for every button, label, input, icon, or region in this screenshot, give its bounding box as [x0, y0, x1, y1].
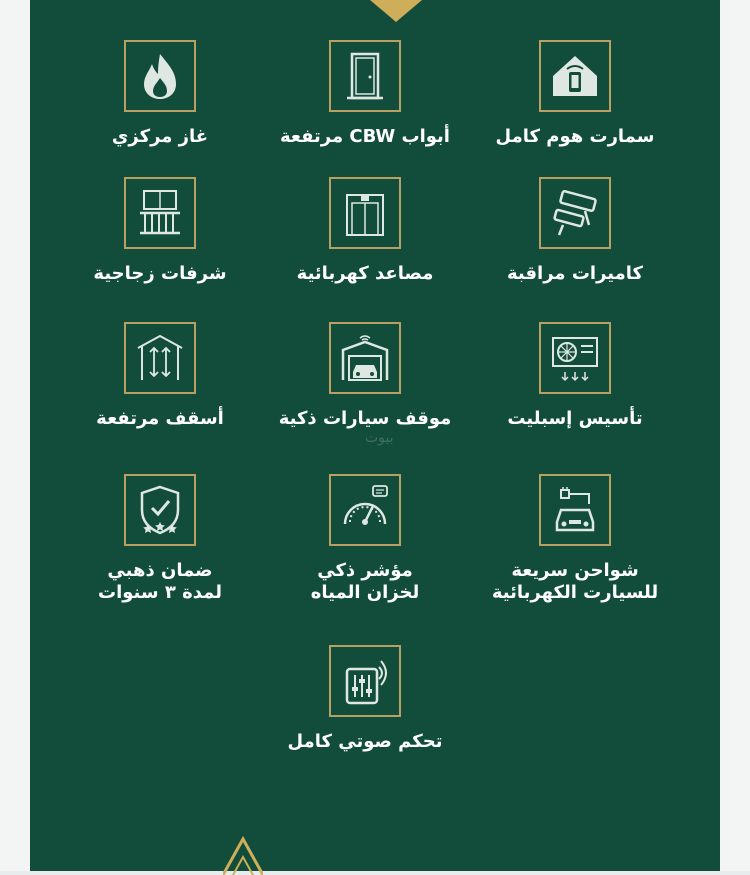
elevator-icon [329, 177, 401, 249]
shield-check-icon [124, 474, 196, 546]
feature-smart-home [465, 40, 685, 148]
door-icon [329, 40, 401, 112]
bottom-triangle-decoration [223, 835, 263, 875]
top-triangle-decoration [370, 0, 422, 22]
feature-label: تأسيس إسبليت [507, 408, 643, 429]
features-panel [30, 0, 720, 871]
feature-water-gauge [255, 474, 475, 604]
feature-label: شرفات زجاجية [93, 263, 227, 284]
flame-icon [124, 40, 196, 112]
feature-label: كاميرات مراقبة [506, 263, 643, 284]
feature-warranty [50, 474, 270, 604]
feature-split-ac [465, 322, 685, 430]
feature-label: تحكم صوتي كامل [287, 731, 443, 752]
feature-label: أبواب CBW مرتفعة [280, 126, 450, 147]
feature-label: شواحن سريعة للسيارت الكهربائية [491, 560, 659, 603]
watermark-text: بيوت [365, 430, 394, 446]
ev-charger-icon [539, 474, 611, 546]
feature-central-gas [50, 40, 270, 148]
feature-elevators [255, 177, 475, 285]
balcony-icon [124, 177, 196, 249]
feature-cameras [465, 177, 685, 285]
feature-label: غاز مركزي [111, 126, 209, 147]
parking-garage-icon [329, 322, 401, 394]
feature-label: سمارت هوم كامل [495, 126, 655, 147]
feature-label: مصاعد كهربائية [296, 263, 434, 284]
right-margin [720, 0, 750, 871]
feature-smart-parking [255, 322, 475, 430]
gauge-icon [329, 474, 401, 546]
air-conditioner-icon [539, 322, 611, 394]
feature-label: مؤشر ذكي لخزان المياه [310, 560, 420, 603]
ceiling-height-icon [124, 322, 196, 394]
feature-glass-balconies [50, 177, 270, 285]
feature-ev-chargers [465, 474, 685, 604]
sliders-icon [329, 645, 401, 717]
security-camera-icon [539, 177, 611, 249]
feature-label: ضمان ذهبي لمدة ٣ سنوات [98, 560, 222, 603]
feature-label: موقف سيارات ذكية [278, 408, 452, 429]
feature-label: أسقف مرتفعة [96, 408, 224, 429]
feature-high-ceilings [50, 322, 270, 430]
feature-cbw-doors [255, 40, 475, 148]
smart-home-icon [539, 40, 611, 112]
feature-voice-control [255, 645, 475, 753]
left-margin [0, 0, 30, 871]
